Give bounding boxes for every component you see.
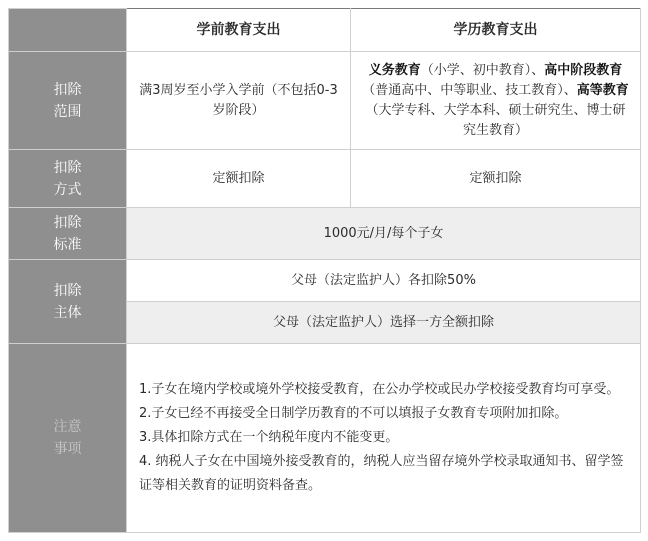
deduction-table xyxy=(8,8,641,533)
row-label-scope: 扣除 范围 xyxy=(9,52,127,150)
subject-option-2: 父母（法定监护人）选择一方全额扣除 xyxy=(127,302,641,344)
row-label-subject: 扣除 主体 xyxy=(9,260,127,344)
scope-academic-part-5: 高等教育 xyxy=(576,82,629,98)
standard-value: 1000元/月/每个子女 xyxy=(127,208,641,260)
corner-cell xyxy=(9,9,127,52)
header-preschool: 学前教育支出 xyxy=(127,9,351,52)
note-item-1: 1.子女在境内学校或境外学校接受教育，在公办学校或民办学校接受教育均可享受。 xyxy=(139,382,620,397)
method-academic: 定额扣除 xyxy=(351,150,641,208)
scope-academic-part-2: （小学、初中教育）、 xyxy=(420,62,545,78)
note-item-2: 2.子女已经不再接受全日制学历教育的不可以填报子女教育专项附加扣除。 xyxy=(139,406,568,421)
header-academic: 学历教育支出 xyxy=(351,9,641,52)
note-item-3: 3.具体扣除方式在一个纳税年度内不能变更。 xyxy=(139,430,399,445)
row-label-method: 扣除 方式 xyxy=(9,150,127,208)
subject-option-1: 父母（法定监护人）各扣除50% xyxy=(127,260,641,302)
scope-academic-part-3: 高中阶段教育 xyxy=(544,62,623,78)
deduction-table-frame xyxy=(8,8,640,533)
scope-preschool: 满3周岁至小学入学前（不包括0-3岁阶段） xyxy=(127,52,351,150)
scope-academic-part-1: 义务教育 xyxy=(368,62,421,78)
scope-academic xyxy=(351,52,641,150)
scope-academic-part-4: （普通高中、中等职业、技工教育）、 xyxy=(362,82,577,98)
note-item-4: 4. 纳税人子女在中国境外接受教育的，纳税人应当留存境外学校录取通知书、留学签证等相关教育的证明资料备查。 xyxy=(139,454,624,493)
method-preschool: 定额扣除 xyxy=(127,150,351,208)
row-label-standard: 扣除 标准 xyxy=(9,208,127,260)
scope-academic-part-6: （大学专科、大学本科、硕士研究生、博士研究生教育） xyxy=(365,102,626,138)
notes-content xyxy=(127,344,641,533)
row-label-notes: 注意 事项 xyxy=(9,344,127,533)
